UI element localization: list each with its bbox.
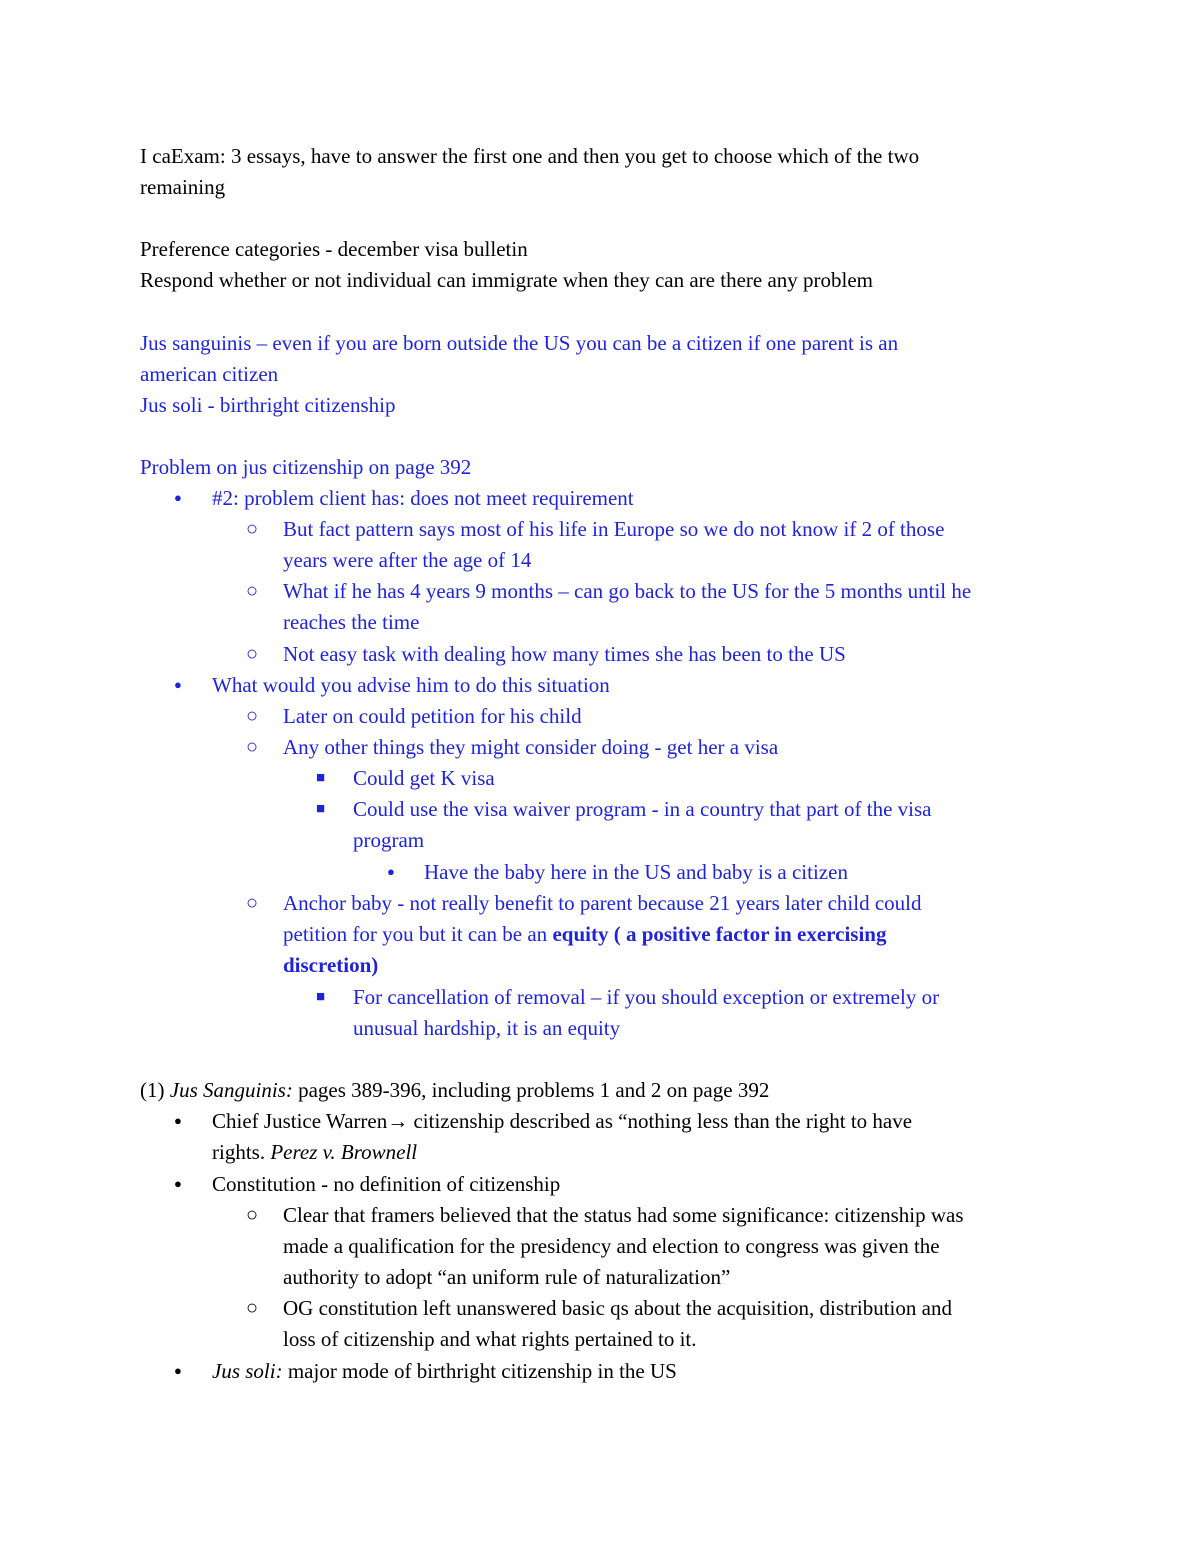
list-item-cont: reaches the time <box>283 610 420 634</box>
section-number: (1) <box>140 1078 170 1102</box>
bold-text: equity ( a positive factor in exercising <box>552 922 887 946</box>
list-item: But fact pattern says most of his life in Europe so we do not know if 2 of those <box>283 517 945 541</box>
list-item: Could use the visa waiver program - in a country that part of the visa <box>353 797 932 821</box>
italic-term: Jus Sanguinis: <box>169 1078 293 1102</box>
bullet-circle: ○ <box>246 736 259 758</box>
list-item-cont: authority to adopt “an uniform rule of naturalization” <box>283 1265 731 1289</box>
case-name: Perez v. Brownell <box>270 1140 418 1164</box>
plain-text: major mode of birthright citizenship in the US <box>282 1359 677 1383</box>
preference-line: Preference categories - december visa bulletin <box>140 237 528 261</box>
list-item-cont <box>283 952 378 978</box>
bullet-disc: ● <box>174 1176 182 1191</box>
bullet-disc: ● <box>174 677 182 692</box>
list-item: Have the baby here in the US and baby is a citizen <box>424 860 848 884</box>
list-item: Constitution - no definition of citizenship <box>212 1172 561 1196</box>
exam-note-line: remaining <box>140 175 226 199</box>
bold-text: discretion) <box>283 953 379 977</box>
bullet-circle: ○ <box>246 892 259 914</box>
list-item <box>212 1358 677 1384</box>
list-item: What if he has 4 years 9 months – can go back to the US for the 5 months until he <box>283 579 972 603</box>
exam-note-line: I caExam: 3 essays, have to answer the first one and then you get to choose which of the two <box>140 144 920 168</box>
list-item-cont: unusual hardship, it is an equity <box>353 1016 621 1040</box>
respond-line: Respond whether or not individual can immigrate when they can are there any problem <box>140 268 874 292</box>
bullet-disc: ● <box>174 1363 182 1378</box>
bullet-circle: ○ <box>246 643 259 665</box>
list-item: Could get K visa <box>353 766 495 790</box>
bullet-circle: ○ <box>246 1204 259 1226</box>
section-heading <box>140 1077 769 1103</box>
bullet-circle: ○ <box>246 580 259 602</box>
list-item: Chief Justice Warren→ citizenship described as “nothing less than the right to have <box>212 1109 913 1133</box>
list-item: Any other things they might consider doing - get her a visa <box>283 735 779 759</box>
list-item: Not easy task with dealing how many times she has been to the US <box>283 642 846 666</box>
list-item: OG constitution left unanswered basic qs about the acquisition, distribution and <box>283 1296 952 1320</box>
bullet-disc: ● <box>174 490 182 505</box>
list-item: What would you advise him to do this situation <box>212 673 610 697</box>
bullet-square: ■ <box>316 801 326 817</box>
list-item-cont: program <box>353 828 425 852</box>
list-item: Later on could petition for his child <box>283 704 582 728</box>
list-item-cont: years were after the age of 14 <box>283 548 532 572</box>
list-item: Clear that framers believed that the status had some significance: citizenship was <box>283 1203 964 1227</box>
bullet-square: ■ <box>316 989 326 1005</box>
bullet-circle: ○ <box>246 1297 259 1319</box>
list-item-cont: made a qualification for the presidency and election to congress was given the <box>283 1234 940 1258</box>
bullet-circle: ○ <box>246 705 259 727</box>
list-item: For cancellation of removal – if you should exception or extremely or <box>353 985 940 1009</box>
bullet-disc: ● <box>174 1113 182 1128</box>
list-item: #2: problem client has: does not meet requirement <box>212 486 634 510</box>
bullet-disc: ● <box>387 864 395 879</box>
list-item-cont <box>212 1139 417 1165</box>
bullet-circle: ○ <box>246 518 259 540</box>
plain-text: petition for you but it can be an <box>283 922 553 946</box>
problem-heading: Problem on jus citizenship on page 392 <box>140 455 472 479</box>
list-item-cont <box>283 921 886 947</box>
bullet-square: ■ <box>316 770 326 786</box>
jus-sanguinis-line: american citizen <box>140 362 279 386</box>
list-item: Anchor baby - not really benefit to parent because 21 years later child could <box>283 891 922 915</box>
jus-soli-line: Jus soli - birthright citizenship <box>140 393 396 417</box>
plain-text: pages 389-396, including problems 1 and 2 on page 392 <box>292 1078 770 1102</box>
plain-text: rights. <box>212 1140 271 1164</box>
jus-sanguinis-line: Jus sanguinis – even if you are born outside the US you can be a citizen if one parent is an <box>140 331 899 355</box>
italic-term: Jus soli: <box>212 1359 283 1383</box>
list-item-cont: loss of citizenship and what rights pertained to it. <box>283 1327 697 1351</box>
